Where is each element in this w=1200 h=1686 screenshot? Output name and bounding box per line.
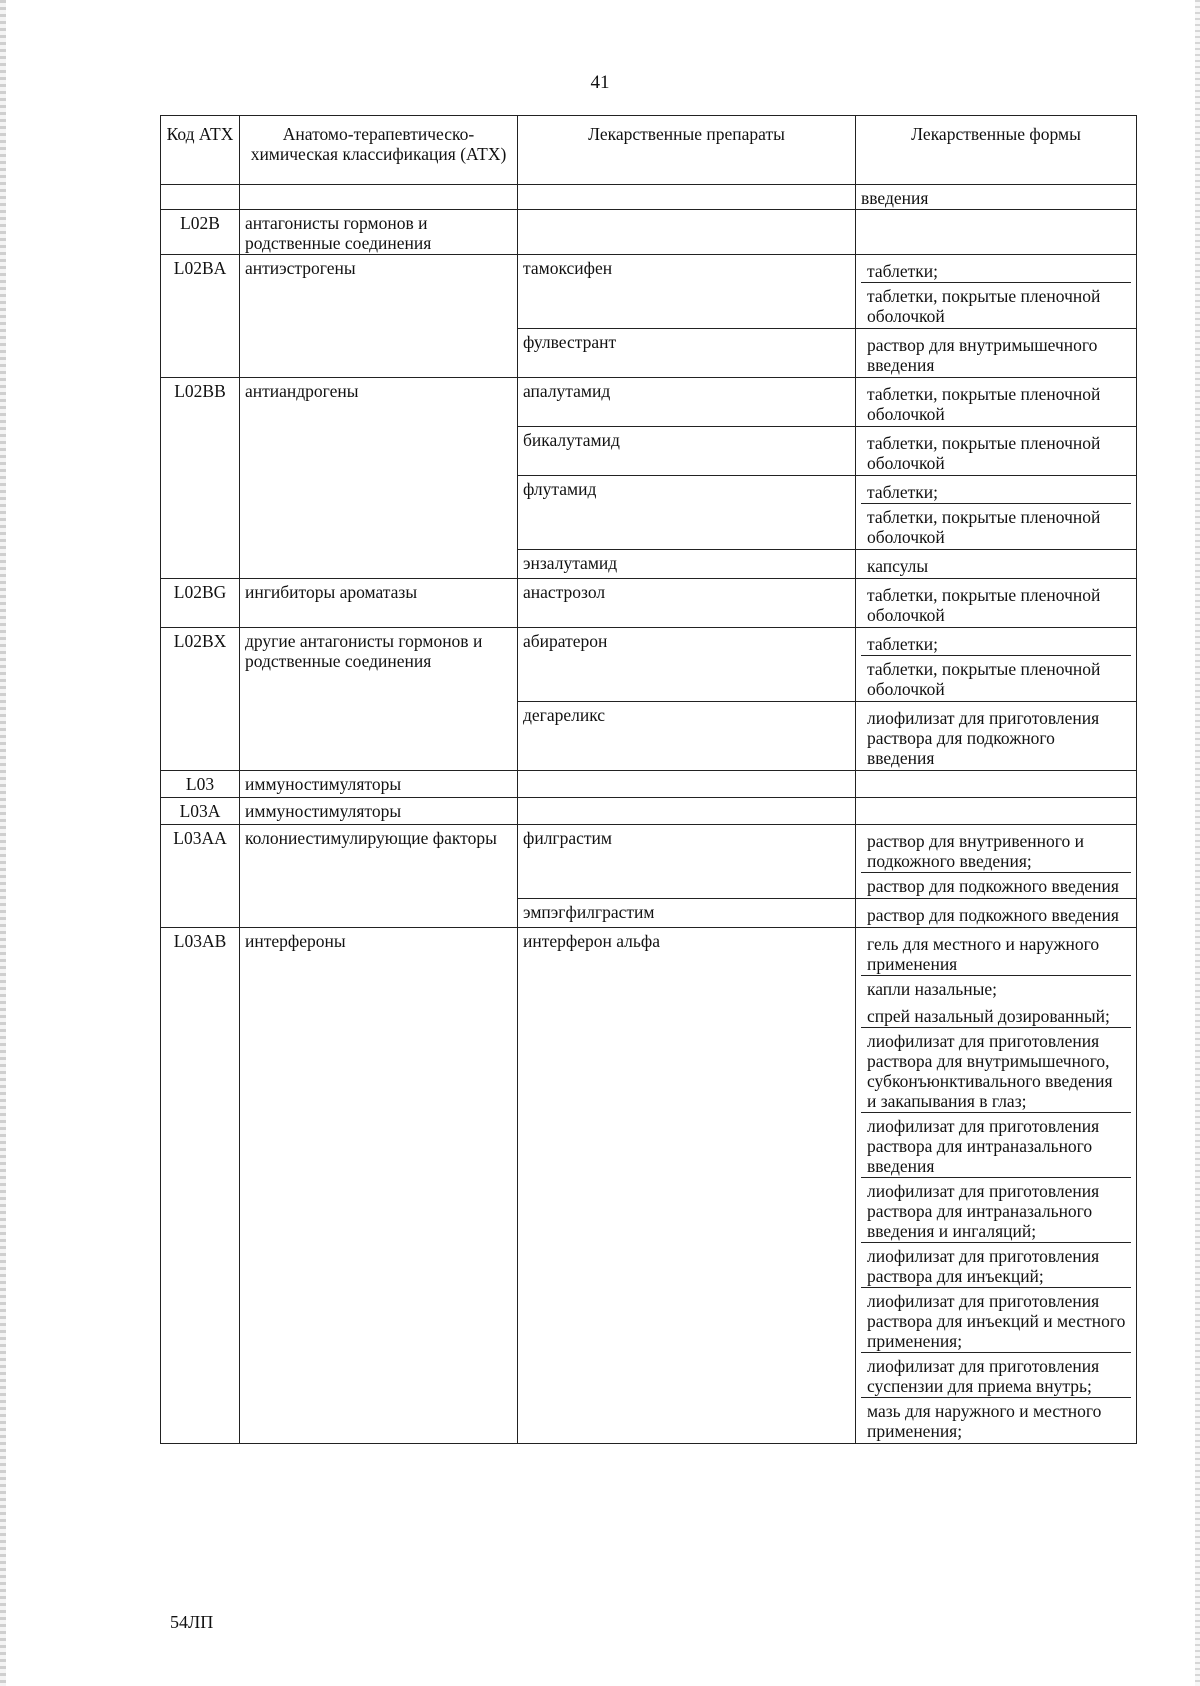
- atc-class-name: интерфероны: [240, 928, 518, 1444]
- table-row: [161, 798, 1137, 825]
- table-row: [161, 628, 1137, 702]
- drug-form: раствор для внутримышечного введения: [867, 335, 1098, 375]
- drug-form: лиофилизат для приготовления раствора для инъекций и местного применения;: [861, 1288, 1131, 1353]
- table-row: [161, 928, 1137, 1444]
- scan-edge-right: [1195, 0, 1200, 1686]
- atc-code: L02BX: [161, 628, 240, 771]
- atc-code: L02BB: [161, 378, 240, 579]
- drug-name: тамоксифен: [518, 255, 856, 329]
- continuation-row: [161, 185, 1137, 210]
- drug-forms: [856, 476, 1137, 550]
- drug-name: эмпэгфилграстим: [518, 899, 856, 928]
- atc-code: L02B: [161, 210, 240, 255]
- atc-code: L03AB: [161, 928, 240, 1444]
- drug-forms: [856, 255, 1137, 329]
- drug-name: фулвестрант: [518, 329, 856, 378]
- header-code: Код АТХ: [161, 116, 240, 185]
- drug-name: филграстим: [518, 825, 856, 899]
- drug-form: таблетки, покрытые пленочной оболочкой: [867, 286, 1101, 326]
- drug-form: таблетки, покрытые пленочной оболочкой: [867, 384, 1101, 424]
- table-row: [161, 378, 1137, 427]
- atc-class-name: колониестимулирующие факторы: [240, 825, 518, 928]
- drug-name: бикалутамид: [518, 427, 856, 476]
- drug-name: энзалутамид: [518, 550, 856, 579]
- drug-name-empty: [518, 210, 856, 255]
- drug-name: интерферон альфа: [518, 928, 856, 1444]
- drug-forms: [856, 550, 1137, 579]
- atc-class-name: иммуностимуляторы: [240, 771, 518, 798]
- drug-form: лиофилизат для приготовления раствора для инъекций;: [861, 1243, 1131, 1288]
- drug-form: таблетки;: [861, 479, 1131, 504]
- atc-class-name: иммуностимуляторы: [240, 798, 518, 825]
- drug-name: флутамид: [518, 476, 856, 550]
- drug-name-empty: [518, 798, 856, 825]
- drug-form: мазь для наружного и местного применения;: [867, 1401, 1102, 1441]
- atc-class-name: другие антагонисты гормонов и родственные соединения: [240, 628, 518, 771]
- drug-form: лиофилизат для приготовления раствора для интраназального введения: [861, 1113, 1131, 1178]
- drug-form: раствор для внутривенного и подкожного введения;: [861, 828, 1131, 873]
- continuation-drug-cell: [518, 185, 856, 210]
- drug-form: спрей назальный дозированный;: [861, 1003, 1131, 1028]
- table-row: [161, 579, 1137, 628]
- continuation-code-cell: [161, 185, 240, 210]
- page-number: 41: [590, 72, 610, 93]
- atc-class-name: антиэстрогены: [240, 255, 518, 378]
- header-drugs: Лекарственные препараты: [518, 116, 856, 185]
- atc-table: [160, 115, 1137, 1444]
- table-row: [161, 771, 1137, 798]
- drug-name-empty: [518, 771, 856, 798]
- drug-forms: [856, 378, 1137, 427]
- atc-code: L02BG: [161, 579, 240, 628]
- table-row: [161, 255, 1137, 329]
- drug-form: гель для местного и наружного применения: [861, 931, 1131, 976]
- drug-form: лиофилизат для приготовления раствора для интраназального введения и ингаляций;: [861, 1178, 1131, 1243]
- drug-forms: [856, 899, 1137, 928]
- drug-name: анастрозол: [518, 579, 856, 628]
- drug-forms: [856, 825, 1137, 899]
- drug-form-empty: [856, 798, 1137, 825]
- scan-edge-left: [0, 0, 6, 1686]
- drug-form: раствор для подкожного введения: [867, 905, 1119, 925]
- drug-form: таблетки, покрытые пленочной оболочкой: [867, 507, 1101, 547]
- header-forms: Лекарственные формы: [856, 116, 1137, 185]
- drug-form: таблетки, покрытые пленочной оболочкой: [867, 659, 1101, 699]
- atc-code: L03A: [161, 798, 240, 825]
- drug-forms: [856, 329, 1137, 378]
- drug-form: лиофилизат для приготовления раствора для внутримышечного, субконъюнктивального введения и закапывания в глаз;: [861, 1028, 1131, 1113]
- drug-forms: [856, 628, 1137, 702]
- drug-form: лиофилизат для приготовления суспензии для приема внутрь;: [861, 1353, 1131, 1398]
- table-row: [161, 210, 1137, 255]
- drug-form: раствор для подкожного введения: [867, 876, 1119, 896]
- document-footer-code: 54ЛП: [170, 1612, 214, 1632]
- table-row: [161, 825, 1137, 899]
- drug-form: таблетки, покрытые пленочной оболочкой: [867, 585, 1101, 625]
- drug-name: дегареликс: [518, 702, 856, 771]
- atc-code: L03: [161, 771, 240, 798]
- drug-form-empty: [856, 210, 1137, 255]
- drug-forms: [856, 928, 1137, 1444]
- drug-form: таблетки;: [861, 631, 1131, 656]
- drug-forms: [856, 579, 1137, 628]
- drug-forms: [856, 427, 1137, 476]
- drug-name: абиратерон: [518, 628, 856, 702]
- atc-class-name: ингибиторы ароматазы: [240, 579, 518, 628]
- drug-form: лиофилизат для приготовления раствора для подкожного введения: [867, 708, 1100, 768]
- atc-code: L03AA: [161, 825, 240, 928]
- drug-form: капли назальные;: [867, 979, 998, 999]
- atc-class-name: антагонисты гормонов и родственные соединения: [240, 210, 518, 255]
- drug-form-empty: [856, 771, 1137, 798]
- drug-forms: [856, 702, 1137, 771]
- atc-code: L02BA: [161, 255, 240, 378]
- drug-form: таблетки, покрытые пленочной оболочкой: [867, 433, 1101, 473]
- header-row: [161, 116, 1137, 185]
- header-classification: Анатомо-терапевтическо-химическая классификация (АТХ): [240, 116, 518, 185]
- continuation-form-cell: введения: [856, 185, 1137, 210]
- continuation-class-cell: [240, 185, 518, 210]
- drug-form: таблетки;: [861, 258, 1131, 283]
- atc-class-name: антиандрогены: [240, 378, 518, 579]
- drug-form: капсулы: [867, 556, 929, 576]
- drug-name: апалутамид: [518, 378, 856, 427]
